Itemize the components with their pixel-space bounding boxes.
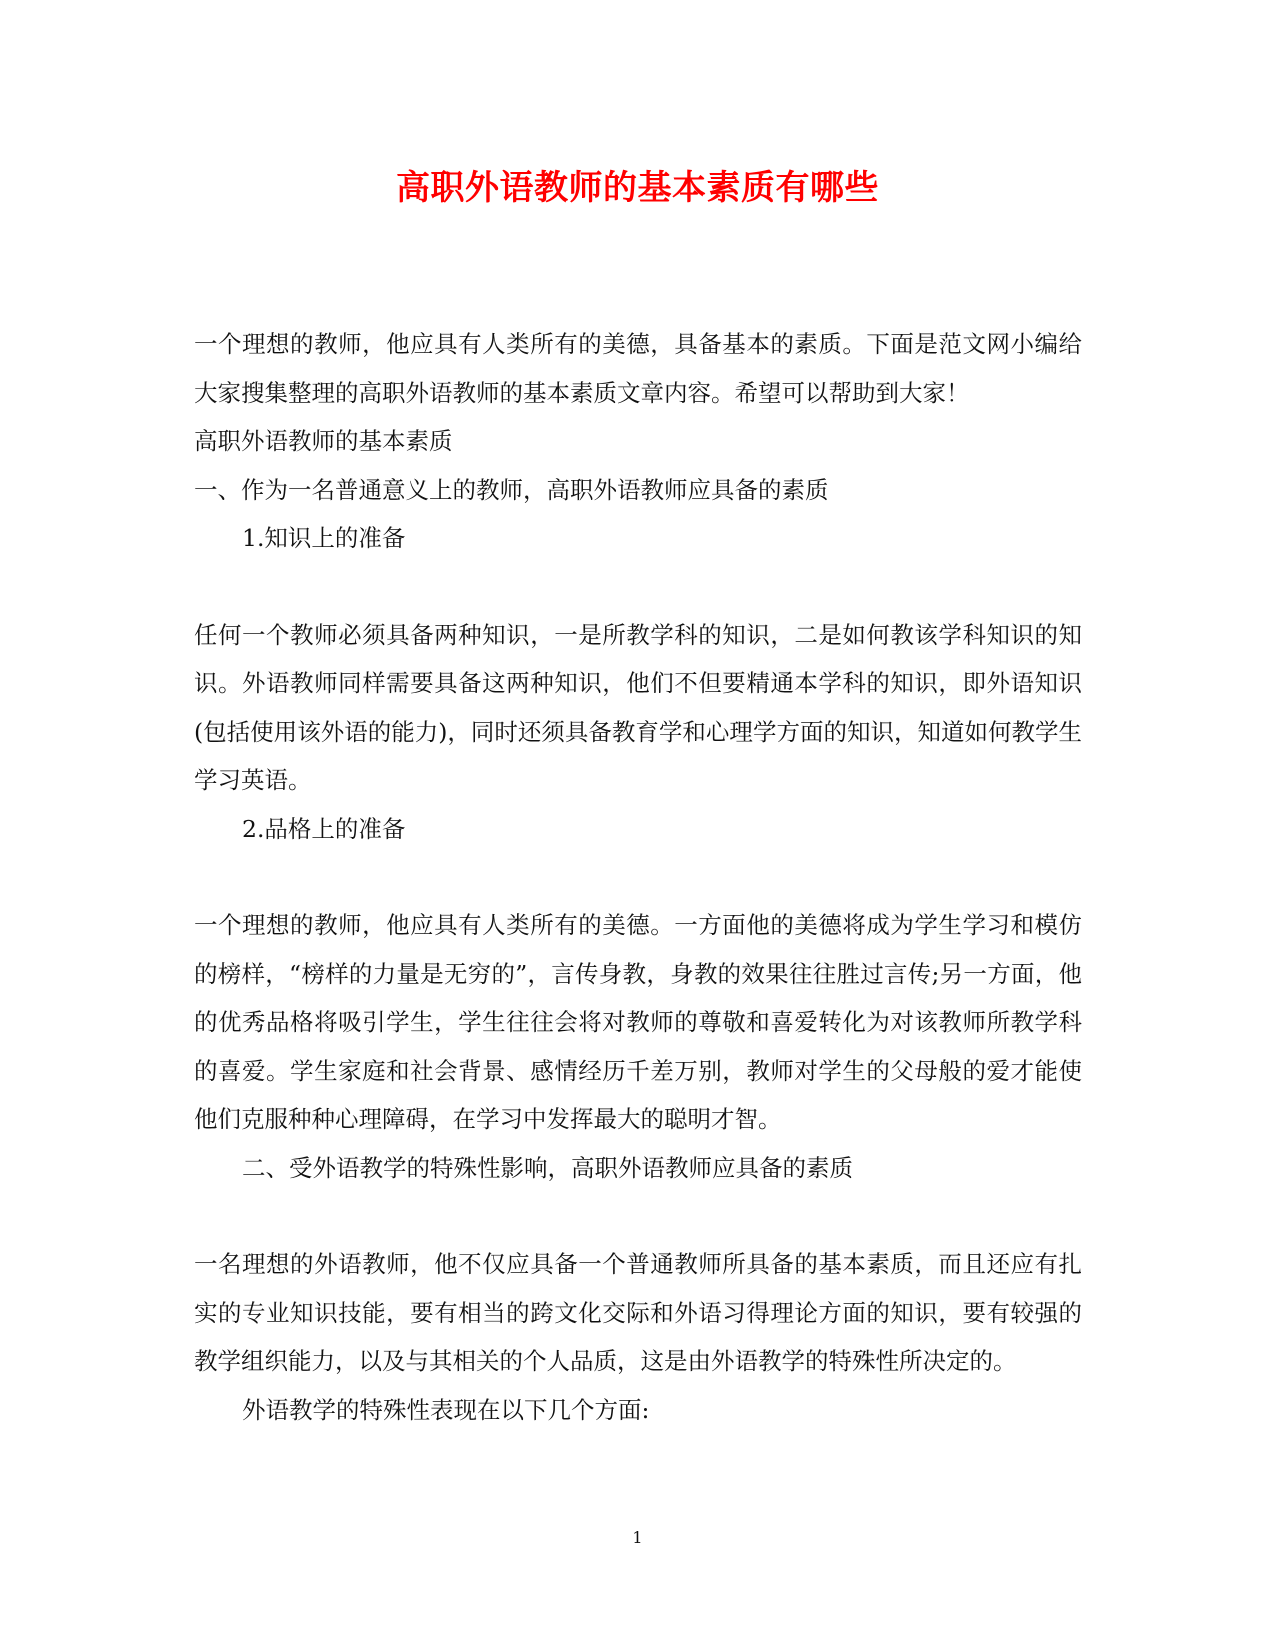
specialty-intro-paragraph: 外语教学的特殊性表现在以下几个方面: bbox=[242, 1395, 650, 1424]
page-number: 1 bbox=[632, 1528, 643, 1547]
intro-paragraph: 一个理想的教师，他应具有人类所有的美德，具备基本的素质。下面是范文网小编给大家搜集整理的高职外语教师的基本素质文章内容。希望可以帮助到大家！ bbox=[194, 330, 1082, 407]
section-heading-basic-qualities: 高职外语教师的基本素质 bbox=[194, 427, 453, 455]
section-heading-two: 二、受外语教学的特殊性影响，高职外语教师应具备的素质 bbox=[242, 1153, 853, 1182]
section-heading-one: 一、作为一名普通意义上的教师，高职外语教师应具备的素质 bbox=[194, 475, 829, 504]
knowledge-paragraph: 任何一个教师必须具备两种知识，一是所教学科的知识，二是如何教该学科知识的知识。外语教师同样需要具备这两种知识，他们不但要精通本学科的知识，即外语知识(包括使用该外语的能力)，同时还须具备教育学和心理学方面的知识，知道如何教学生学习英语。 bbox=[194, 620, 1082, 794]
subheading-knowledge: 1.知识上的准备 bbox=[242, 524, 406, 552]
character-paragraph: 一个理想的教师，他应具有人类所有的美德。一方面他的美德将成为学生学习和模仿的榜样，“榜样的力量是无穷的”，言传身教，身教的效果往往胜过言传;另一方面，他的优秀品格将吸引学生，学生往往会将对教师的尊敬和喜爱转化为对该教师所教学科的喜爱。学生家庭和社会背景、感情经历千差万别，教师对学生的父母般的爱才能使他们克服种种心理障碍，在学习中发挥最大的聪明才智。 bbox=[194, 911, 1082, 1133]
document-title: 高职外语教师的基本素质有哪些 bbox=[396, 168, 879, 208]
foreign-language-teacher-paragraph: 一名理想的外语教师，他不仅应具备一个普通教师所具备的基本素质，而且还应有扎实的专业知识技能，要有相当的跨文化交际和外语习得理论方面的知识，要有较强的教学组织能力，以及与其相关的个人品质，这是由外语教学的特殊性所决定的。 bbox=[194, 1250, 1082, 1375]
subheading-character: 2.品格上的准备 bbox=[242, 814, 406, 843]
document-body bbox=[194, 320, 1082, 1434]
